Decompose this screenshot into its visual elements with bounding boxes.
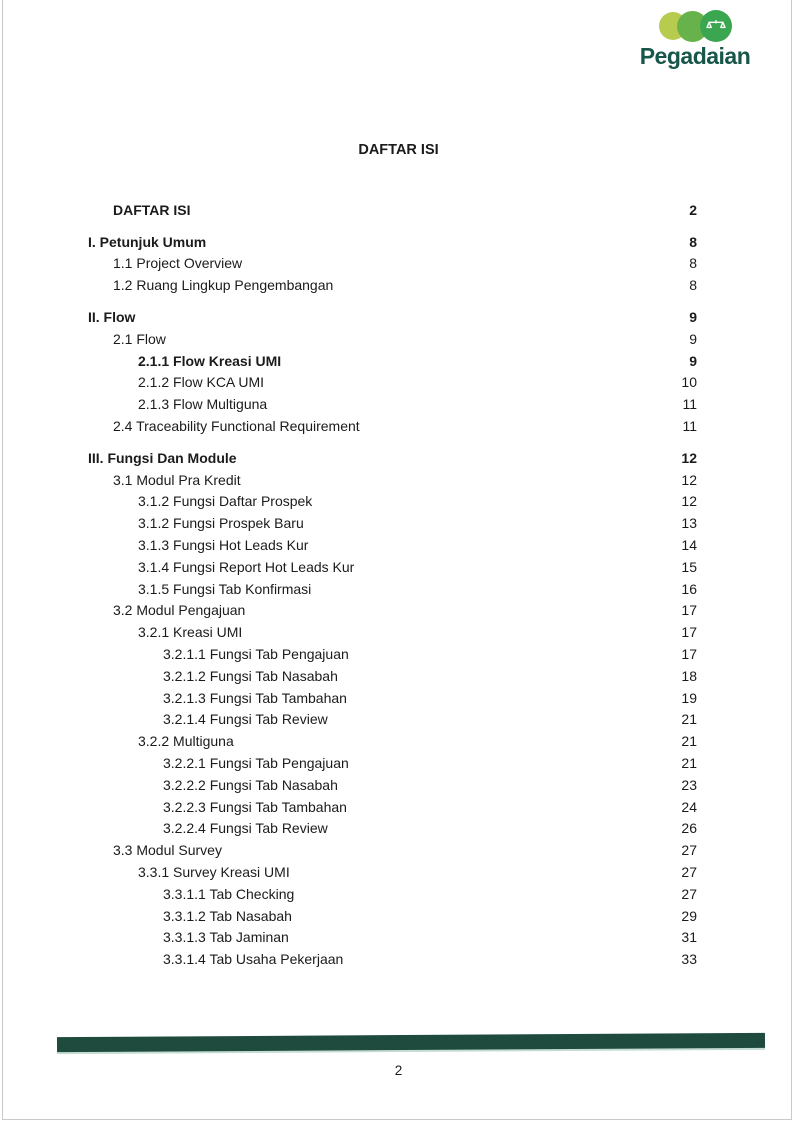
brand-wordmark: Pegadaian <box>639 43 751 69</box>
toc-entry-page: 9 <box>689 309 697 326</box>
toc-row[interactable] <box>88 752 697 774</box>
toc-row[interactable] <box>88 534 697 556</box>
toc-entry-label: 3.2.1.3 Fungsi Tab Tambahan <box>163 689 347 706</box>
toc-row[interactable] <box>88 253 697 275</box>
toc-entry-page: 11 <box>682 418 697 435</box>
toc-entry-page: 29 <box>681 907 697 924</box>
toc-entry-label: 3.2.2.4 Fungsi Tab Review <box>163 820 328 837</box>
toc-row[interactable] <box>88 393 697 415</box>
toc-entry-label: 3.2.1.2 Fungsi Tab Nasabah <box>163 667 338 684</box>
toc-row[interactable] <box>88 927 697 949</box>
toc-row[interactable] <box>88 905 697 927</box>
toc-row[interactable] <box>88 839 697 861</box>
toc-entry-label: 3.1.2 Fungsi Prospek Baru <box>138 515 304 532</box>
toc-entry-page: 12 <box>681 471 697 488</box>
toc-entry-label: 3.2.1.1 Fungsi Tab Pengajuan <box>163 646 349 663</box>
toc-entry-label: III. Fungsi Dan Module <box>88 449 237 466</box>
toc-entry-page: 2 <box>689 201 697 218</box>
toc-row[interactable] <box>88 621 697 643</box>
toc-row[interactable] <box>88 306 697 328</box>
toc-row[interactable] <box>88 883 697 905</box>
toc-entry-label: 3.2 Modul Pengajuan <box>113 602 246 619</box>
toc-entry-page: 9 <box>689 330 697 347</box>
toc-entry-page: 12 <box>681 493 697 510</box>
toc-entry-page: 13 <box>681 515 697 532</box>
toc-entry-page: 17 <box>681 646 697 663</box>
toc-row[interactable] <box>88 709 697 731</box>
toc-entry-label: 3.3.1.2 Tab Nasabah <box>163 907 292 924</box>
toc-entry-label: 3.3.1.1 Tab Checking <box>163 885 295 902</box>
toc-row[interactable] <box>88 600 697 622</box>
toc-row[interactable] <box>88 491 697 513</box>
toc-row[interactable] <box>88 415 697 437</box>
toc-row[interactable] <box>88 350 697 372</box>
toc-row[interactable] <box>88 274 697 296</box>
toc-entry-label: 1.2 Ruang Lingkup Pengembangan <box>113 277 334 294</box>
toc-row[interactable] <box>88 231 697 253</box>
toc-entry-label: 2.1 Flow <box>113 330 166 347</box>
toc-entry-label: 3.3.1.4 Tab Usaha Pekerjaan <box>163 951 344 968</box>
toc-entry-label: 3.1.5 Fungsi Tab Konfirmasi <box>138 580 312 597</box>
logo-circles <box>637 9 753 43</box>
toc-entry-page: 17 <box>681 602 697 619</box>
toc-row[interactable] <box>88 199 697 221</box>
toc-entry-label: 2.4 Traceability Functional Requirement <box>113 418 360 435</box>
toc-entry-label: 3.3 Modul Survey <box>113 842 222 859</box>
toc-entry-label: II. Flow <box>88 309 136 326</box>
toc-entry-page: 21 <box>681 733 697 750</box>
pegadaian-logo <box>637 9 753 68</box>
toc-entry-label: 2.1.1 Flow Kreasi UMI <box>138 352 282 369</box>
toc-entry-page: 12 <box>681 449 697 466</box>
toc-entry-page: 27 <box>681 885 697 902</box>
toc-row[interactable] <box>88 665 697 687</box>
toc-row[interactable] <box>88 643 697 665</box>
toc-entry-label: 3.3.1.3 Tab Jaminan <box>163 929 289 946</box>
toc-entry-label: 3.2.2.1 Fungsi Tab Pengajuan <box>163 755 349 772</box>
toc-entry-label: 3.1.3 Fungsi Hot Leads Kur <box>138 537 309 554</box>
scales-icon <box>700 10 732 42</box>
toc-row[interactable] <box>88 948 697 970</box>
toc-row[interactable] <box>88 372 697 394</box>
toc-entry-label: DAFTAR ISI <box>113 201 191 218</box>
toc-entry-label: 3.2.1.4 Fungsi Tab Review <box>163 711 328 728</box>
toc-entry-page: 31 <box>681 929 697 946</box>
toc-row[interactable] <box>88 774 697 796</box>
misspelled-word: Modul <box>136 842 175 859</box>
page-number: 2 <box>394 1063 403 1078</box>
toc-entry-page: 16 <box>681 580 697 597</box>
toc-entry-page: 27 <box>681 864 697 880</box>
page-title: DAFTAR ISI <box>358 142 439 158</box>
toc-entry-label: 3.2.2 Multiguna <box>138 733 234 750</box>
toc-entry-page: 33 <box>681 951 697 968</box>
toc-row[interactable] <box>88 796 697 818</box>
toc-entry-label: 3.1.2 Fungsi Daftar Prospek <box>138 493 313 510</box>
toc-row[interactable] <box>88 730 697 752</box>
toc-entry-page: 11 <box>682 396 697 413</box>
toc-row[interactable] <box>88 328 697 350</box>
toc-entry-page: 8 <box>689 277 697 294</box>
toc-entry-label: 1.1 Project Overview <box>113 255 243 272</box>
toc-row[interactable] <box>88 512 697 534</box>
toc-entry-page: 8 <box>689 233 697 250</box>
toc-row[interactable] <box>88 556 697 578</box>
toc-entry-page: 26 <box>681 820 697 837</box>
toc-entry-page: 17 <box>681 624 697 641</box>
toc-entry-label: 3.1.4 Fungsi Report Hot Leads Kur <box>138 558 355 575</box>
toc-row[interactable] <box>88 447 697 469</box>
toc-entry-label: I. Petunjuk Umum <box>88 233 207 250</box>
toc-entry-page: 27 <box>681 842 697 859</box>
toc-entry-page: 21 <box>681 711 697 728</box>
toc-row[interactable] <box>88 861 697 883</box>
toc-entry-label: 2.1.3 Flow Multiguna <box>138 396 268 413</box>
toc-entry-label: 3.2.2.3 Fungsi Tab Tambahan <box>163 798 347 815</box>
toc-entry-page: 23 <box>681 776 697 793</box>
toc-entry-label: 2.1.2 Flow KCA UMI <box>138 374 265 391</box>
toc-entry-label: 3.2.2.2 Fungsi Tab Nasabah <box>163 776 338 793</box>
toc-entry-page: 9 <box>689 352 697 369</box>
toc-row[interactable] <box>88 818 697 840</box>
toc-entry-page: 14 <box>681 537 697 554</box>
toc-entry-page: 10 <box>681 374 697 391</box>
toc-entry-label: 3.2.1 Kreasi UMI <box>138 624 243 641</box>
toc-entry-page: 19 <box>681 689 697 706</box>
toc-row[interactable] <box>88 687 697 709</box>
toc-entry-label: 3.1 Modul Pra Kredit <box>113 471 241 488</box>
toc-entry-page: 21 <box>681 755 697 772</box>
toc-entry-label: 3.3.1 Survey Kreasi UMI <box>138 864 290 880</box>
toc-entry-page: 15 <box>681 558 697 575</box>
toc-entry-page: 8 <box>689 255 697 272</box>
toc-row[interactable] <box>88 469 697 491</box>
toc-entry-page: 18 <box>681 667 697 684</box>
footer-bar <box>57 1033 765 1052</box>
toc-row[interactable] <box>88 578 697 600</box>
toc-entry-page: 24 <box>681 798 697 815</box>
table-of-contents <box>88 199 697 970</box>
